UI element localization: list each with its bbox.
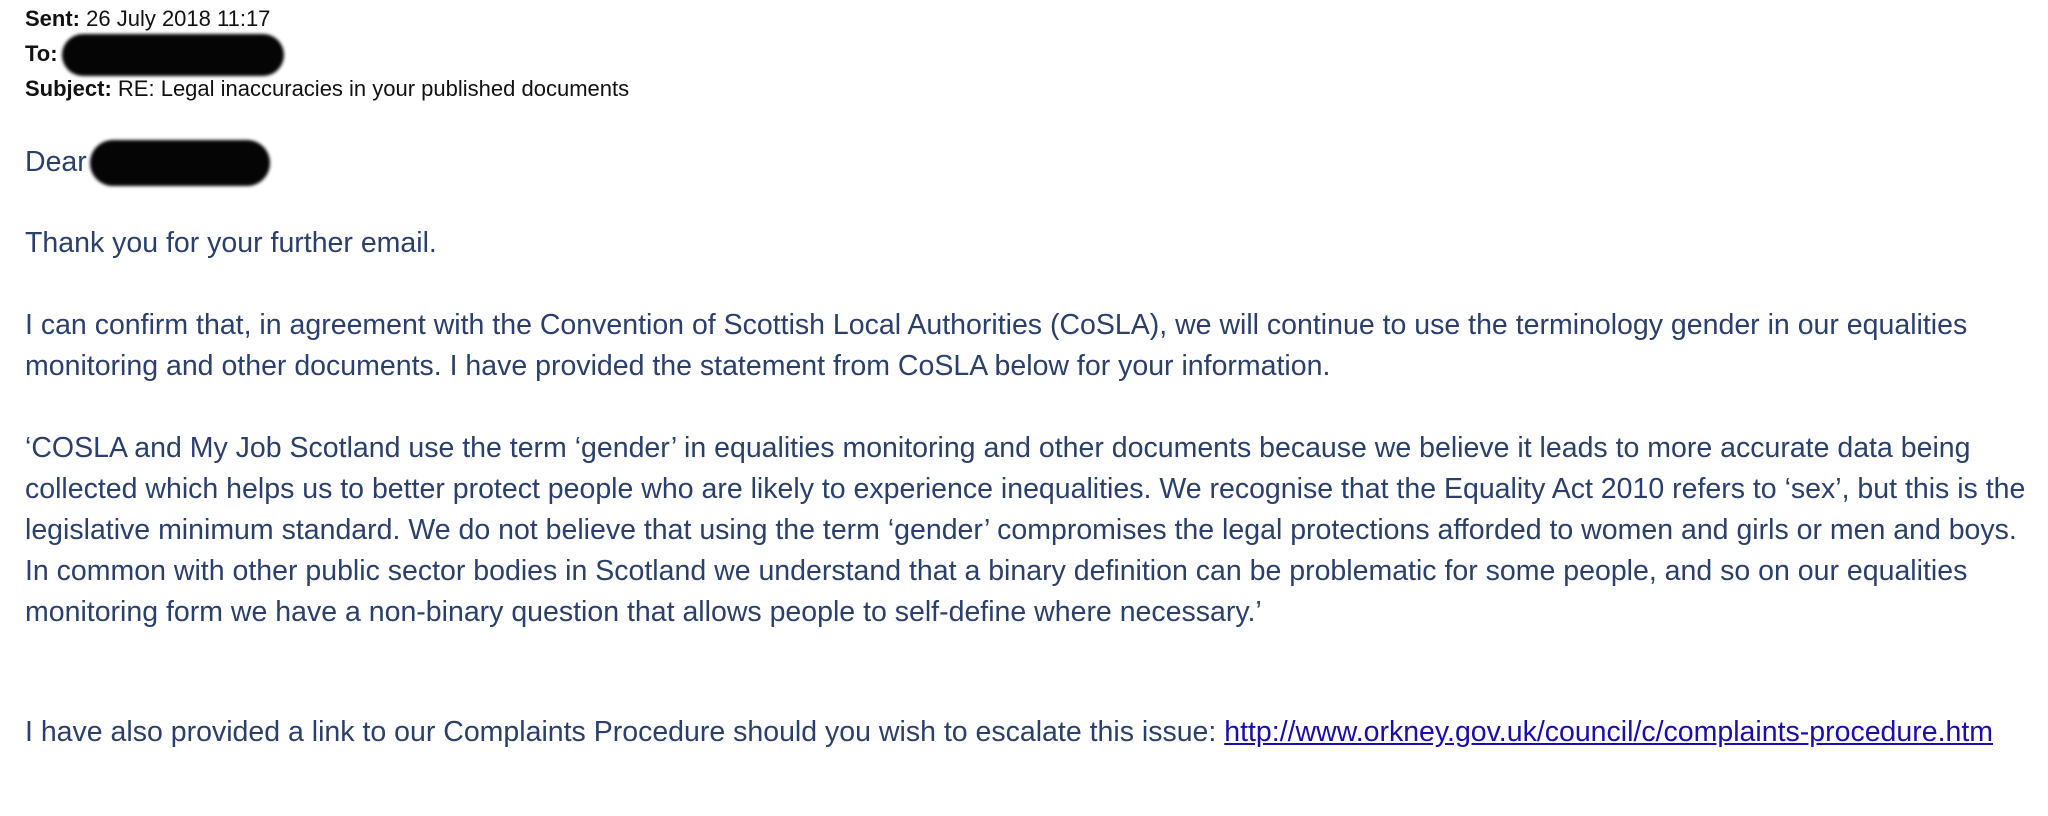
redacted-recipient [62,34,284,76]
to-label: To: [25,41,58,66]
greeting-text: Dear [25,146,87,178]
complaints-text: I have also provided a link to our Complaints Procedure should you wish to escalate this issue: [25,716,1225,748]
cosla-statement-paragraph: ‘COSLA and My Job Scotland use the term ‘gender’ in equalities monitoring and other documents because we believe it leads to more accurate data being collected which helps us to better protect people who are likely to experience inequalities. We recognise that the Equality Act 2010 refers to ‘sex’, but this is the legislative minimum standard. We do not believe that using the term ‘gender’ compromises the legal protections afforded to women and girls or men and boys. In common with other public sector bodies in Scotland we understand that a binary definition can be problematic for some people, and so on our equalities monitoring form we have a non-binary question that allows people to self-define where necessary.’ [25,432,2026,628]
complaints-paragraph [25,712,2035,753]
sent-line [25,6,270,32]
confirmation-paragraph: I can confirm that, in agreement with the Convention of Scottish Local Authorities (CoSLA), we will continue to use the terminology gender in our equalities monitoring and other documents. I have provided the statement from CoSLA below for your information. [25,309,1968,382]
to-line [25,41,58,67]
sent-label: Sent: [25,6,80,31]
subject-line [25,76,629,102]
complaints-procedure-link[interactable]: http://www.orkney.gov.uk/council/c/complaints-procedure.htm [1224,716,1994,748]
subject-value: RE: Legal inaccuracies in your published documents [117,76,630,101]
subject-label: Subject: [25,76,112,101]
redacted-recipient-name [90,140,270,186]
greeting [25,142,2035,183]
sent-value: 26 July 2018 11:17 [86,6,271,31]
thanks-paragraph: Thank you for your further email. [25,227,437,259]
